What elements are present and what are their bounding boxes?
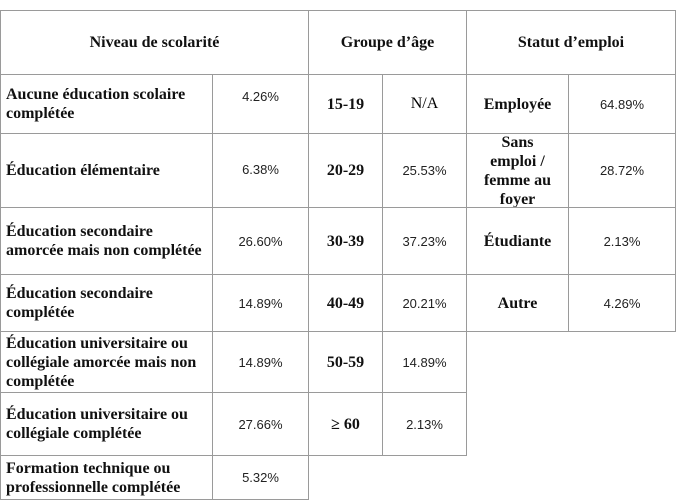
age-row-value: 20.21% xyxy=(382,274,467,332)
employment-row-value: 4.26% xyxy=(568,274,676,332)
employment-header: Statut d’emploi xyxy=(466,10,676,75)
employment-row-label: Étudiante xyxy=(466,207,569,275)
education-row-value: 4.26% xyxy=(212,74,309,134)
age-row-value: N/A xyxy=(382,74,467,134)
education-header: Niveau de scolarité xyxy=(0,10,309,75)
age-header: Groupe d’âge xyxy=(308,10,467,75)
age-row-label: 15-19 xyxy=(308,74,383,134)
education-row-value: 26.60% xyxy=(212,207,309,275)
employment-row-label: Sans emploi / femme au foyer xyxy=(466,133,569,208)
age-row-label: 50-59 xyxy=(308,331,383,393)
education-row-value: 14.89% xyxy=(212,331,309,393)
age-row-value: 25.53% xyxy=(382,133,467,208)
employment-row-label: Employée xyxy=(466,74,569,134)
education-row-value: 27.66% xyxy=(212,392,309,456)
employment-row-value: 2.13% xyxy=(568,207,676,275)
education-row-label: Éducation élémentaire xyxy=(0,133,213,208)
age-row-value: 37.23% xyxy=(382,207,467,275)
education-row-label: Formation technique ou professionnelle complétée xyxy=(0,455,213,500)
education-row-label: Éducation secondaire complétée xyxy=(0,274,213,332)
education-row-label: Éducation universitaire ou collégiale amorcée mais non complétée xyxy=(0,331,213,393)
employment-row-label: Autre xyxy=(466,274,569,332)
age-row-label: 20-29 xyxy=(308,133,383,208)
age-row-label: ≥ 60 xyxy=(308,392,383,456)
age-row-label: 30-39 xyxy=(308,207,383,275)
employment-row-value: 64.89% xyxy=(568,74,676,134)
education-row-value: 6.38% xyxy=(212,133,309,208)
education-row-label: Aucune éducation scolaire complétée xyxy=(0,74,213,134)
education-row-value: 14.89% xyxy=(212,274,309,332)
age-row-value: 14.89% xyxy=(382,331,467,393)
age-row-value: 2.13% xyxy=(382,392,467,456)
employment-row-value: 28.72% xyxy=(568,133,676,208)
education-row-label: Éducation secondaire amorcée mais non complétée xyxy=(0,207,213,275)
education-row-label: Éducation universitaire ou collégiale complétée xyxy=(0,392,213,456)
age-row-label: 40-49 xyxy=(308,274,383,332)
education-row-value: 5.32% xyxy=(212,455,309,500)
